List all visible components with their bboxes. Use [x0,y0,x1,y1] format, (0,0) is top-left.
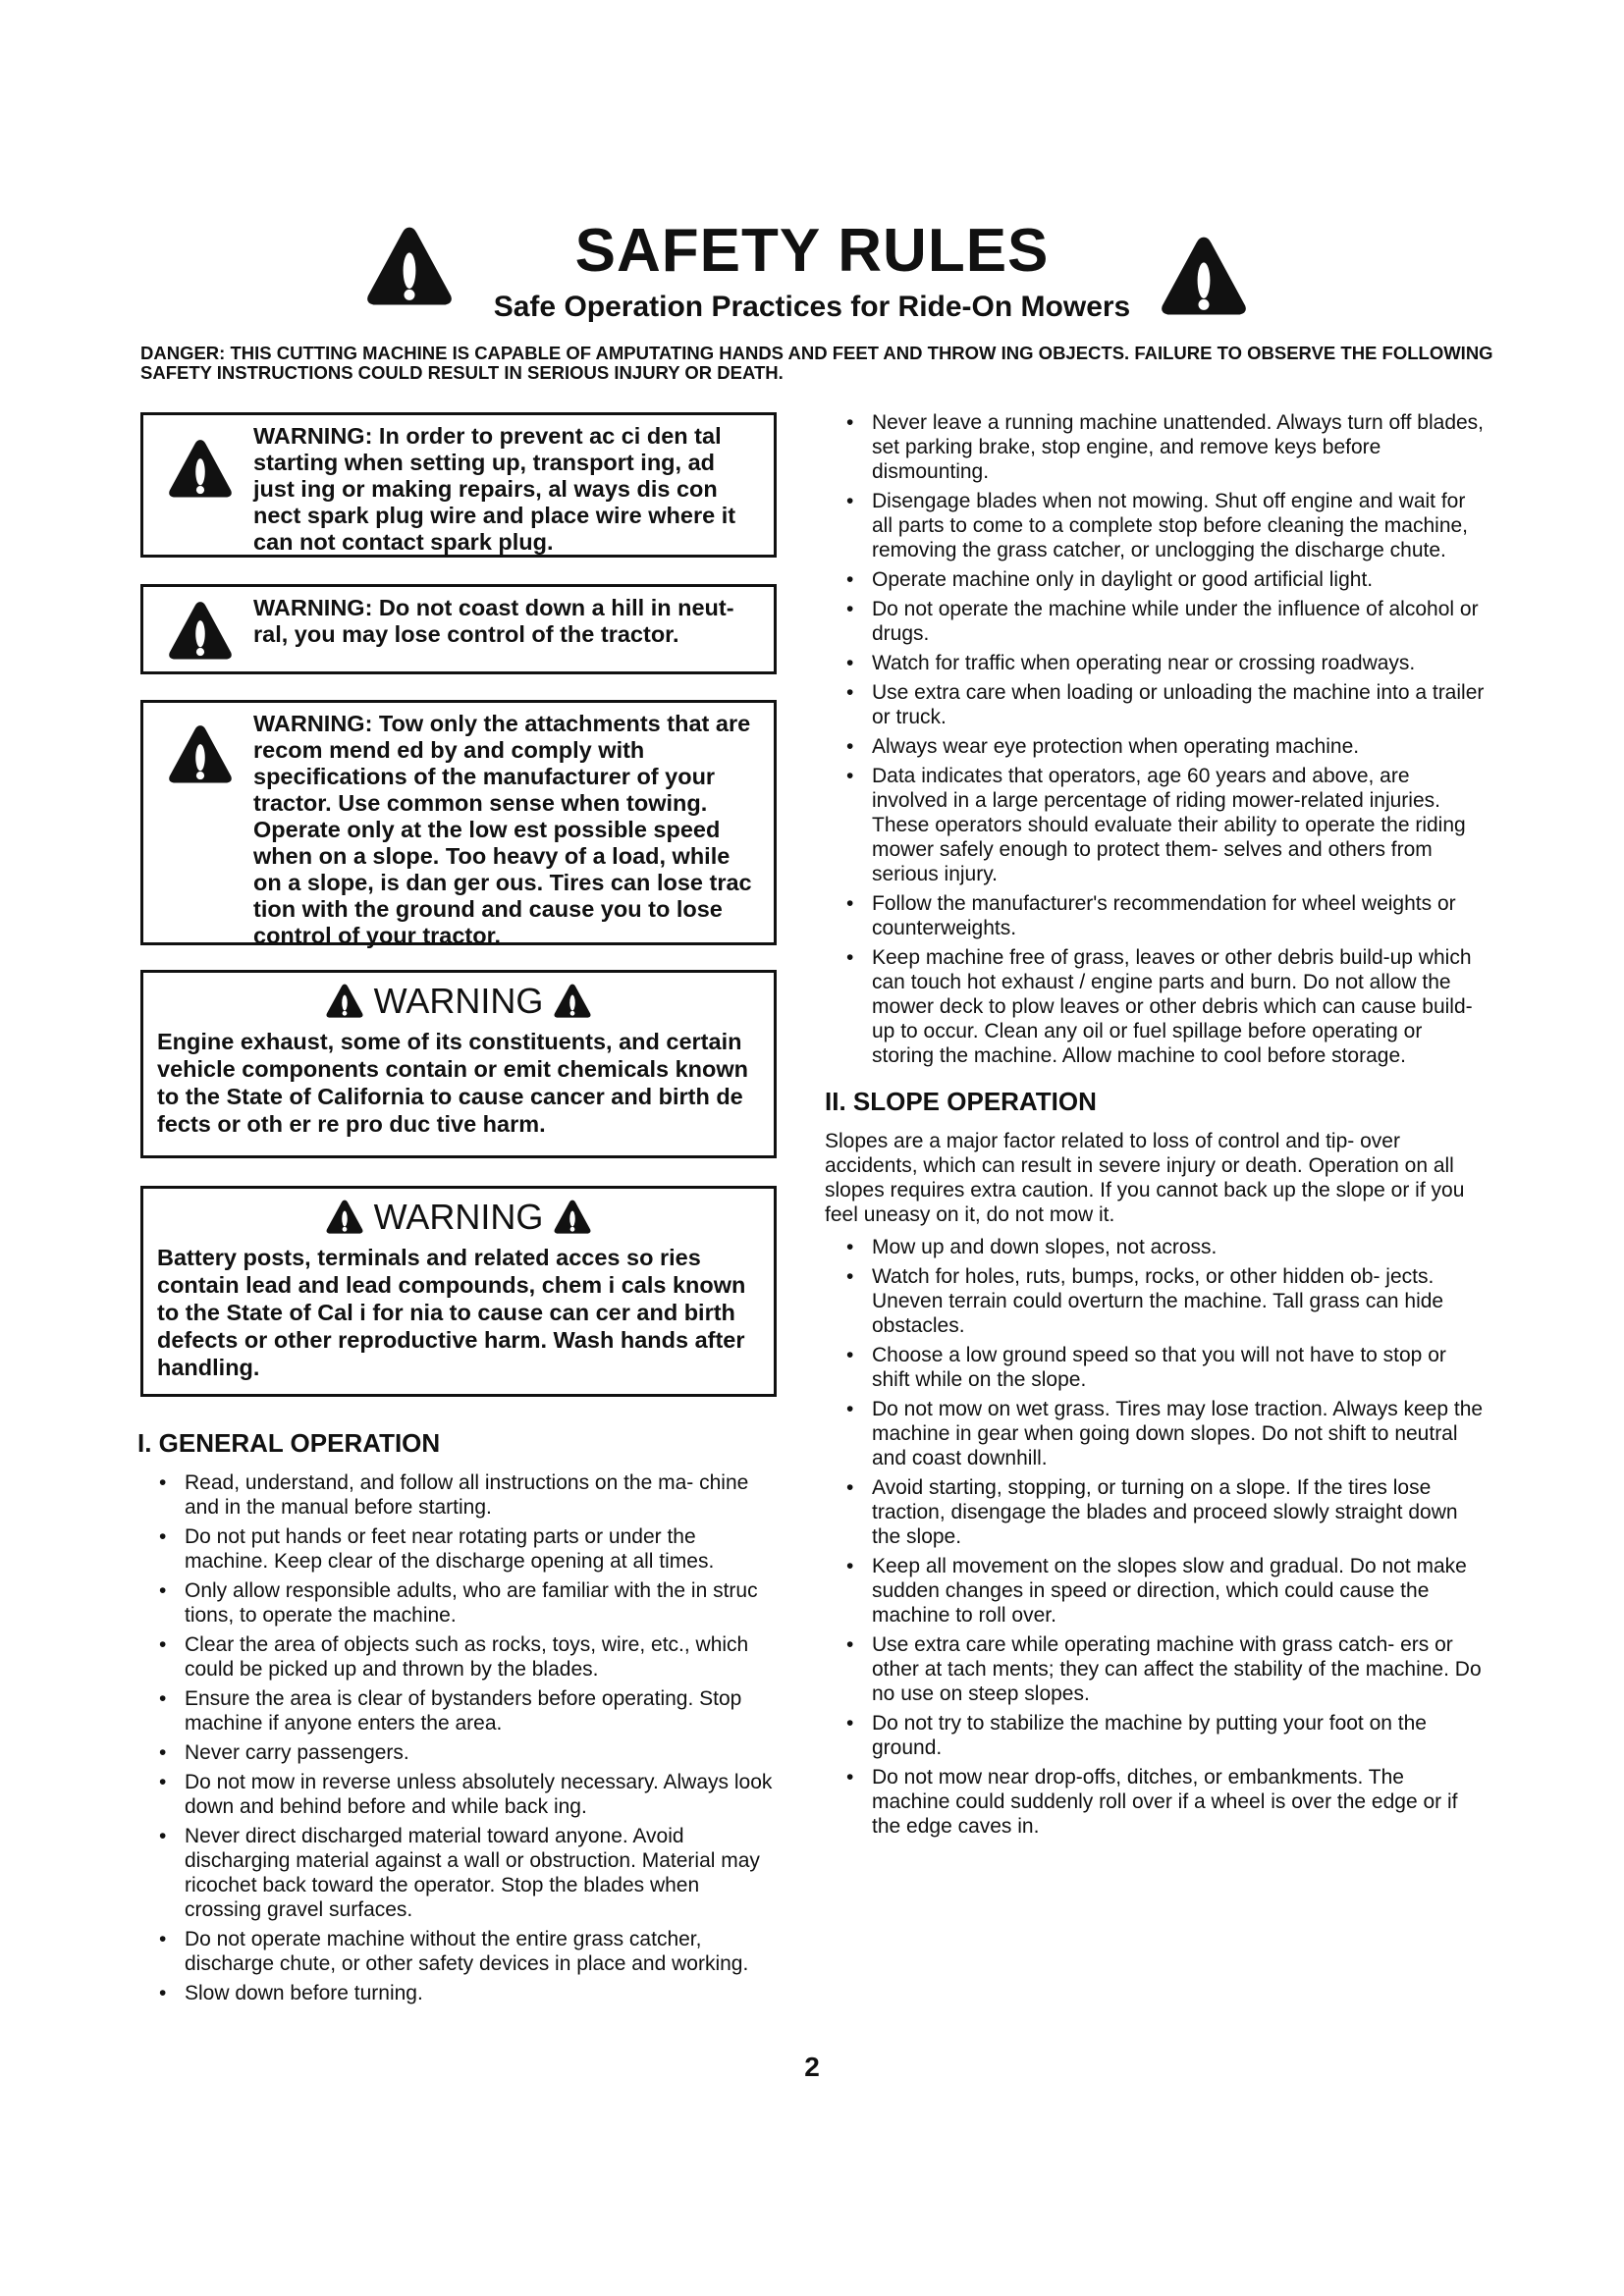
warning-banner-text: Engine exhaust, some of its constituents, and certain vehicle components contain or emit chemicals known to the State of California to cause cancer and birth de fects or oth er re pro duc tive harm. [157,1029,749,1137]
list-item: • Do not mow on wet grass. Tires may lose traction. Always keep the machine in gear when going down slopes. Do not shift to neutral and coast downhill. [825,1397,1488,1470]
warning-text: WARNING: Do not coast down a hill in neut- ral, you may lose control of the tractor. [253,595,734,647]
warning-triangle-icon [553,1199,592,1236]
page-title: SAFETY RULES [574,217,1050,285]
list-item: • Watch for traffic when operating near or crossing roadways. [825,651,1488,675]
right-column [825,410,1488,1843]
list-item: • Slow down before turning. [137,1981,781,2005]
page-subtitle: Safe Operation Practices for Ride-On Mowers [493,291,1131,323]
list-item: • Never direct discharged material toward anyone. Avoid discharging material against a wall or obstruction. Material may ricochet back toward the operator. Stop the blades when crossing gravel surfaces. [137,1824,781,1922]
list-item: • Do not put hands or feet near rotating parts or under the machine. Keep clear of the discharge opening at all times. [137,1524,781,1574]
list-item: • Do not operate machine without the entire grass catcher, discharge chute, or other safety devices in place and working. [137,1927,781,1976]
list-item: • Keep machine free of grass, leaves or other debris build-up which can touch hot exhaust / engine parts and burn. Do not allow the mower deck to plow leaves or other debris which can cause build-up to occur. Clean any oil or fuel spillage before operating or storing the machine. Allow machine to cool before storage. [825,945,1488,1068]
list-item: • Data indicates that operators, age 60 years and above, are involved in a large percentage of riding mower-related injuries. These operators should evaluate their ability to operate the riding mower safely enough to protect them- selves and others from serious injury. [825,764,1488,886]
danger-notice: DANGER: THIS CUTTING MACHINE IS CAPABLE OF AMPUTATING HANDS AND FEET AND THROW ING OBJECTS. FAILURE TO OBSERVE THE FOLLOWING SAFETY INSTRUCTIONS COULD RESULT IN SERIOUS INJURY OR DEATH. [140,343,1493,383]
list-item: • Never leave a running machine unattended. Always turn off blades, set parking brake, stop engine, and remove keys before dismounting. [825,410,1488,484]
list-item: • Always wear eye protection when operating machine. [825,734,1488,759]
section-intro: Slopes are a major factor related to loss of control and tip- over accidents, which can result in severe injury or death. Operation on all slopes requires extra caution. If you cannot back up the slope or if you feel uneasy on it, do not mow it. [825,1130,1465,1226]
list-item: • Clear the area of objects such as rocks, toys, wire, etc., which could be picked up and thrown by the blades. [137,1632,781,1682]
list-item: • Do not operate the machine while under the influence of alcohol or drugs. [825,597,1488,646]
section-heading: II. SLOPE OPERATION [825,1087,1097,1116]
list-item: • Use extra care while operating machine with grass catch- ers or other at tach ments; they can affect the stability of the machine. Do no use on steep slopes. [825,1632,1488,1706]
warning-text: WARNING: In order to prevent ac ci den tal starting when setting up, transport ing, ad just ing or making repairs, al ways dis con nect spark plug wire and place wire where it can not contact spark plug. [253,423,736,555]
list-item: • Mow up and down slopes, not across. [825,1235,1488,1259]
list-item: • Choose a low ground speed so that you will not have to stop or shift while on the slope. [825,1343,1488,1392]
warning-banner-text: Battery posts, terminals and related acces so ries contain lead and lead compounds, chem i cals known to the State of Cal i for nia to cause can cer and birth defects or other reproductive harm. Wash hands after handling. [157,1245,746,1380]
list-item: • Use extra care when loading or unloading the machine into a trailer or truck. [825,680,1488,729]
slope-operation-rules [825,1235,1488,1839]
warning-triangle-icon [167,599,234,664]
warning-triangle-icon [553,983,592,1020]
california-warning-exhaust [140,970,777,1158]
warning-triangle-icon [167,722,234,787]
warning-box-towing [140,700,777,948]
general-operation-section [137,1428,781,2010]
list-item: • Only allow responsible adults, who are familiar with the in struc tions, to operate the machine. [137,1578,781,1628]
general-operation-continued [825,410,1488,1068]
california-warning-battery [140,1186,777,1397]
warning-triangle-icon [325,1199,364,1236]
list-item: • Never carry passengers. [137,1740,781,1765]
warning-banner-title: WARNING [373,981,544,1021]
warning-box-spark-plug [140,412,777,558]
warning-text: WARNING: Tow only the attachments that are recom mend ed by and comply with specifications of the manufacturer of your tractor. Use common sense when towing. Operate only at the low est possible speed when on a slope. Too heavy of a load, while on a slope, is dan ger ous. Tires can lose trac tion with the ground and cause you to lose control of your tractor. [253,711,752,948]
warning-triangle-icon [325,983,364,1020]
list-item: • Read, understand, and follow all instructions on the ma- chine and in the manual before starting. [137,1470,781,1520]
list-item: • Disengage blades when not mowing. Shut off engine and wait for all parts to come to a complete stop before cleaning the machine, removing the grass catcher, or unclogging the discharge chute. [825,489,1488,562]
warning-triangle-icon [167,437,234,502]
section-heading: I. GENERAL OPERATION [137,1428,441,1458]
list-item: • Ensure the area is clear of bystanders before operating. Stop machine if anyone enters the area. [137,1686,781,1735]
list-item: • Avoid starting, stopping, or turning on a slope. If the tires lose traction, disengage the blades and proceed slowly straight down the slope. [825,1475,1488,1549]
warning-box-coast [140,584,777,674]
list-item: • Watch for holes, ruts, bumps, rocks, or other hidden ob- jects. Uneven terrain could overturn the machine. Tall grass can hide obstacles. [825,1264,1488,1338]
list-item: • Keep all movement on the slopes slow and gradual. Do not make sudden changes in speed or direction, which could cause the machine to roll over. [825,1554,1488,1628]
warning-banner-title: WARNING [373,1197,544,1237]
page-number: 2 [804,2052,820,2082]
list-item: • Do not mow in reverse unless absolutely necessary. Always look down and behind before and while back ing. [137,1770,781,1819]
list-item: • Do not mow near drop-offs, ditches, or embankments. The machine could suddenly roll over if a wheel is over the edge or if the edge caves in. [825,1765,1488,1839]
list-item: • Operate machine only in daylight or good artificial light. [825,567,1488,592]
list-item: • Follow the manufacturer's recommendation for wheel weights or counterweights. [825,891,1488,940]
list-item: • Do not try to stabilize the machine by putting your foot on the ground. [825,1711,1488,1760]
